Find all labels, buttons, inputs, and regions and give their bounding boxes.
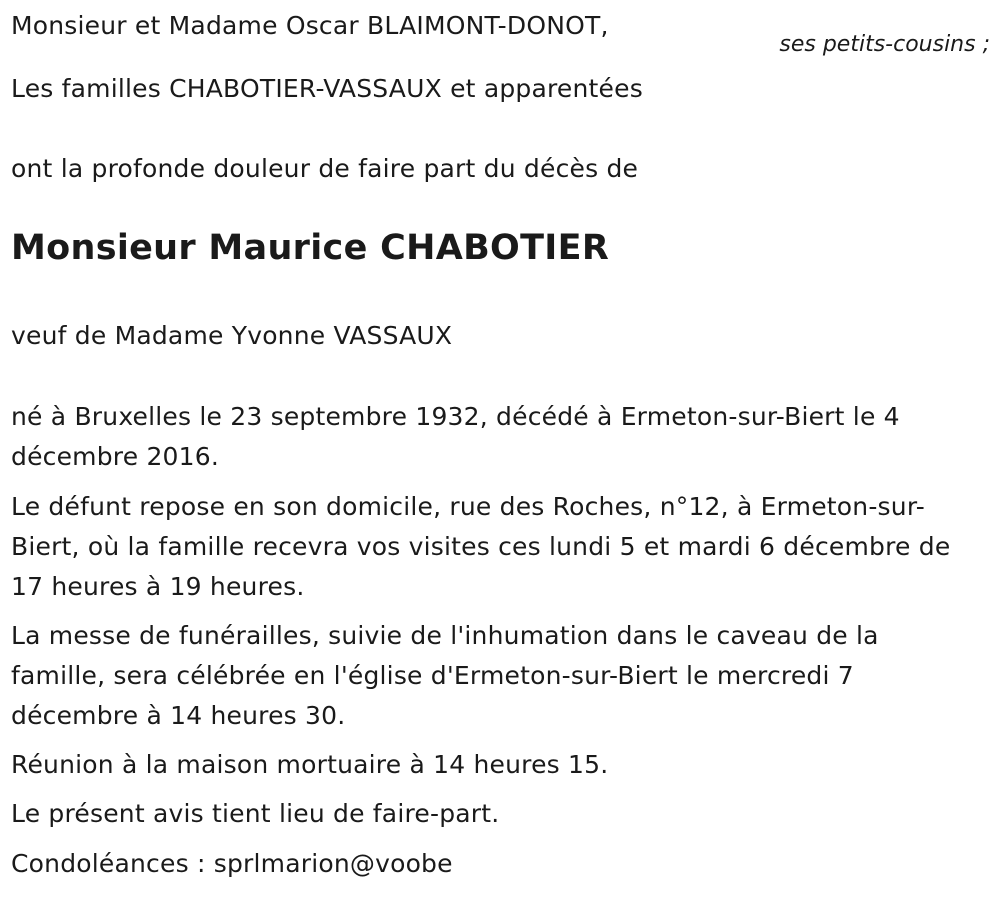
family-line-1: Monsieur et Madame Oscar BLAIMONT-DONOT, bbox=[11, 11, 609, 40]
deceased-name: Monsieur Maurice CHABOTIER bbox=[11, 228, 610, 268]
notice-note: Le présent avis tient lieu de faire-part. bbox=[11, 799, 500, 828]
funeral-paragraph: La messe de funérailles, suivie de l'inhumation dans le caveau de la famille, sera célébrée en l'église d'Ermeton-sur-Biert le mercredi 7 décembre à 14 heures 30. bbox=[11, 621, 879, 730]
gathering-text: Réunion à la maison mortuaire à 14 heures 15. bbox=[11, 750, 609, 779]
repose-paragraph: Le défunt repose en son domicile, rue des Roches, n°12, à Ermeton-sur-Biert, où la famille recevra vos visites ces lundi 5 et mardi 6 décembre de 17 heures à 19 heures. bbox=[11, 492, 951, 601]
widower-of-text: veuf de Madame Yvonne VASSAUX bbox=[11, 321, 453, 350]
condolences-text: Condoléances : sprlmarion@voobe bbox=[11, 849, 453, 878]
family-line-2: Les familles CHABOTIER-VASSAUX et apparentées bbox=[11, 74, 643, 103]
announcement-text: ont la profonde douleur de faire part du décès de bbox=[11, 154, 639, 183]
family-role-1: ses petits-cousins ; bbox=[779, 32, 990, 57]
birth-death-paragraph: né à Bruxelles le 23 septembre 1932, décédé à Ermeton-sur-Biert le 4 décembre 2016. bbox=[11, 402, 900, 471]
